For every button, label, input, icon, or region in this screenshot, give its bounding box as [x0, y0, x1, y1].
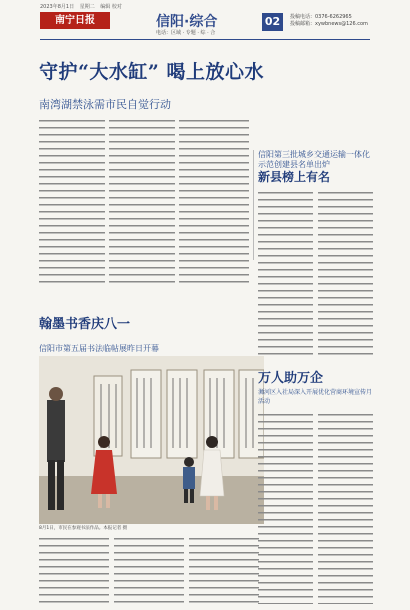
third-body-col-2: [318, 412, 373, 604]
contact-info: [290, 14, 368, 28]
third-body-col-1: [258, 412, 313, 604]
issue-meta: [40, 3, 126, 10]
lead-headline: 守护“大水缸” 喝上放心水: [39, 61, 264, 83]
issue-weekday: 星期二: [79, 4, 95, 10]
page-number: 02: [262, 13, 283, 31]
lead-body-col-2: [109, 118, 175, 288]
feature-body-col-1: [39, 536, 109, 604]
section-subtitle: 电话：区域 · 专题 · 综 · 合: [156, 30, 216, 36]
feature-subhead: 信阳市第五届书法临帖展昨日开幕: [39, 344, 159, 353]
exhibition-photo-image: [39, 356, 264, 524]
lead-subhead: 南湾湖禁泳需市民自觉行动: [39, 98, 171, 111]
column-rule: [253, 150, 254, 260]
section-title: 信阳·综合: [156, 14, 218, 30]
feature-body-col-2: [114, 536, 184, 604]
lead-body-col-1: [39, 118, 105, 288]
third-headline: 万人助万企: [258, 371, 324, 386]
feature-headline: 翰墨书香庆八一: [39, 317, 131, 332]
masthead: [40, 12, 370, 38]
exhibition-photo: [39, 356, 264, 524]
side-kicker: 信阳第三批城乡交通运输一体化示范创建县名单出炉: [258, 150, 370, 169]
contact-phone: 投稿电话：0376-6262965: [290, 14, 352, 20]
side-body-col-1: [258, 190, 313, 360]
feature-body-col-3: [189, 536, 259, 604]
newspaper-logo: 南宁日报: [40, 12, 110, 29]
issue-date: 2023年8月1日: [40, 4, 75, 10]
side-title: 新县榜上有名: [258, 170, 331, 184]
side-body-col-2: [318, 190, 373, 360]
photo-caption: 8月1日，市民在参观书法作品。本报记者 摄: [39, 526, 128, 531]
third-subhead: 浉河区入社局深入开展优化营商环境宣传月活动: [258, 389, 373, 405]
contact-email: 投稿邮箱：xywbnews@126.com: [290, 21, 368, 27]
lead-body-col-3: [179, 118, 249, 288]
issue-editor: 编辑 校对: [100, 4, 122, 10]
masthead-rule: [40, 39, 370, 40]
